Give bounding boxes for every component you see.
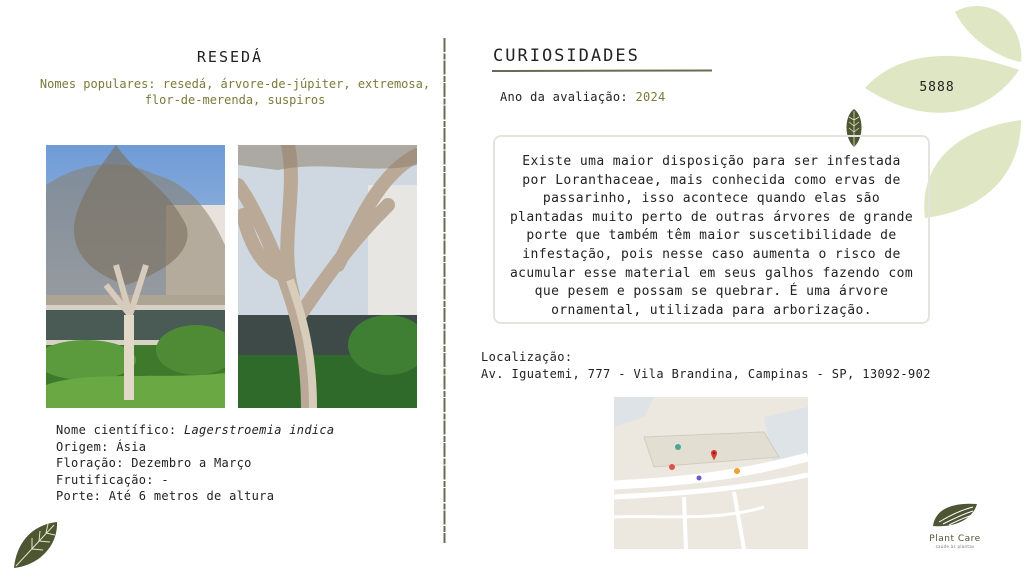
- location-address: Av. Iguatemi, 777 - Vila Brandina, Campinas - SP, 13092-902: [481, 367, 931, 381]
- tree-photo-1: [46, 145, 225, 408]
- curiosities-title: CURIOSIDADES: [493, 46, 640, 66]
- info-scientific-value: Lagerstroemia indica: [183, 423, 335, 437]
- info-origin-value: Ásia: [116, 439, 147, 454]
- info-fruiting-label: Frutificação:: [56, 472, 154, 487]
- popular-names-label: Nomes populares:: [39, 77, 156, 91]
- curiosities-text: Existe uma maior disposição para ser infestada por Loranthaceae, mais conhecida como ervas de passarinho, isso acontece quando elas são plantadas muito perto de outras árvores de grande porte que também têm maior suscetibilidade de infestação, pois nesse caso aumenta o risco de acumular esse material em seus galhos fazendo com que pesem e possam se quebrar. É uma árvore ornamental, utilizada para arborização.: [493, 135, 930, 324]
- info-scientific-label: Nome científico:: [56, 423, 177, 437]
- info-origin-label: Origem:: [56, 439, 109, 454]
- title-underline: [492, 69, 712, 73]
- info-size-label: Porte:: [56, 489, 102, 503]
- year-label: Ano da avaliação:: [500, 90, 628, 104]
- year-value: 2024: [635, 90, 666, 104]
- logo-brand: Plant Care: [929, 534, 981, 544]
- info-size-value: Até 6 metros de altura: [108, 489, 275, 503]
- info-fruiting-value: -: [161, 472, 169, 487]
- plant-code: 5888: [919, 80, 955, 95]
- location-map[interactable]: [614, 397, 808, 549]
- info-scientific: [56, 422, 334, 439]
- info-flowering-value: Dezembro a Março: [131, 456, 252, 470]
- logo-icon: [929, 500, 981, 530]
- plant-care-logo: [920, 500, 990, 552]
- location-label: Localização:: [481, 350, 573, 364]
- info-size: [56, 488, 334, 505]
- leaf-icon-bottom: [10, 520, 60, 570]
- popular-names: [30, 76, 440, 108]
- column-divider: [443, 38, 446, 543]
- evaluation-year: [500, 90, 666, 104]
- info-fruiting: [56, 472, 334, 489]
- info-origin: [56, 439, 334, 456]
- info-flowering: [56, 455, 334, 472]
- plant-title: RESEDÁ: [196, 48, 264, 66]
- logo-tagline: saúde às plantas: [935, 544, 975, 549]
- tree-photo-2: [238, 145, 417, 408]
- info-flowering-label: Floração:: [56, 456, 124, 470]
- popular-names-value: resedá, árvore-de-júpiter, extremosa, flor-de-merenda, suspiros: [144, 77, 431, 107]
- plant-info: [56, 422, 334, 505]
